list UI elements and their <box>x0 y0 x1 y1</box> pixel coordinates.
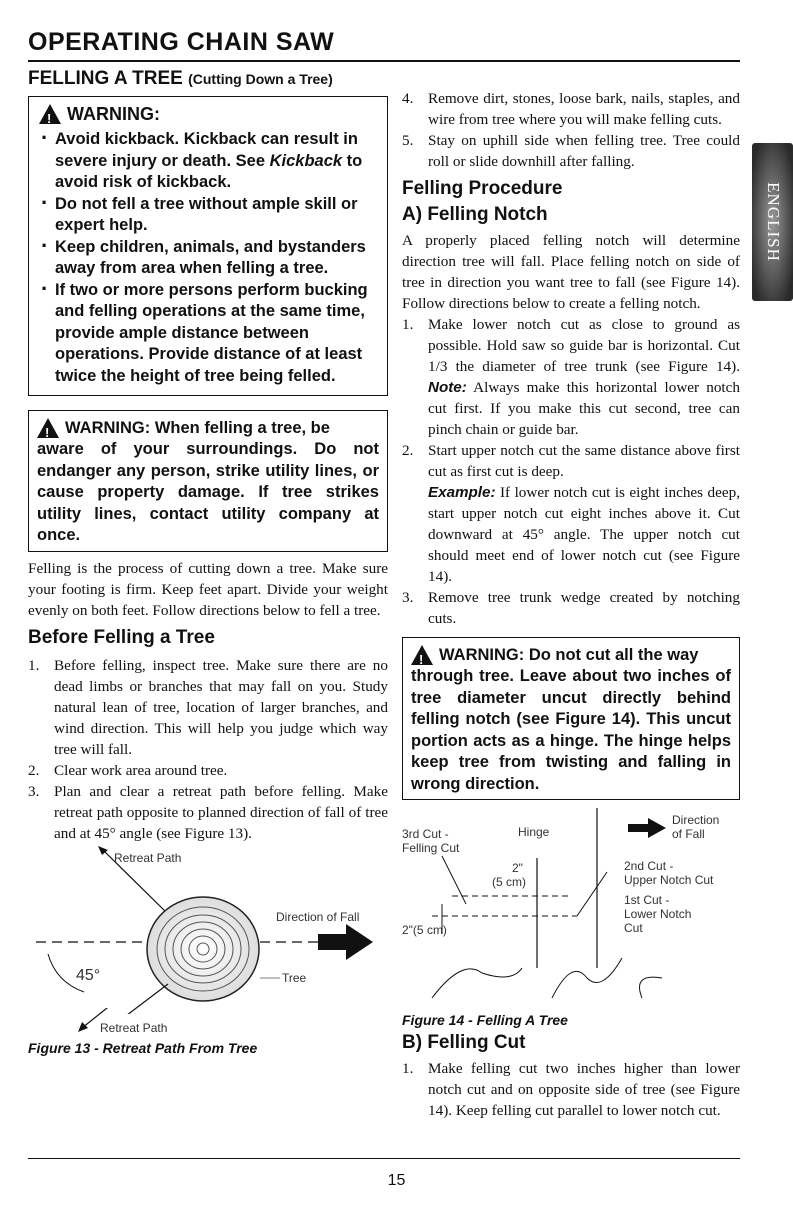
svg-text:Hinge: Hinge <box>518 825 550 839</box>
svg-text:1st Cut -: 1st Cut - <box>624 893 670 907</box>
svg-text:2": 2" <box>512 861 523 875</box>
svg-text:2"(5 cm): 2"(5 cm) <box>402 923 447 937</box>
retreat-path-label-bottom: Retreat Path <box>100 1020 168 1035</box>
figure-14-caption: Figure 14 - Felling A Tree <box>402 1012 568 1028</box>
figure-13-bottom <box>28 1008 388 1038</box>
before-felling-title: Before Felling a Tree <box>28 626 215 648</box>
page-number: 15 <box>387 1172 406 1189</box>
svg-text:2nd Cut -: 2nd Cut - <box>624 859 674 873</box>
svg-text:3rd Cut -: 3rd Cut - <box>402 827 449 841</box>
section-title: FELLING A TREE (Cutting Down a Tree) <box>28 68 333 89</box>
right-column <box>402 88 740 1121</box>
direction-arrow-icon <box>628 818 666 838</box>
direction-label: Direction of Fall <box>276 909 360 924</box>
svg-text:Upper Notch Cut: Upper Notch Cut <box>624 873 714 887</box>
footer-rule <box>28 1158 740 1159</box>
warning-item: · If two or more persons perform bucking and felling operations at the same time, provide ample distance between operations. Provide distance of at least twice the height of tree being felled. <box>39 280 379 388</box>
header-rule <box>28 60 740 62</box>
section-subtitle: (Cutting Down a Tree) <box>188 71 333 87</box>
figure-13-diagram <box>28 844 388 1014</box>
warning-item: · Avoid kickback. Kickback can result in severe injury or death. See Kickback to avoid risk of kickback. <box>39 129 379 194</box>
warning-icon: ! <box>411 645 433 665</box>
warning-icon: ! <box>37 418 59 438</box>
intro-paragraph: Felling is the process of cutting down a tree. Make sure your footing is firm. Keep feet apart. Divide your weight evenly on both feet. Follow directions below to fell a tree. <box>28 559 388 619</box>
notch-intro: A properly placed felling notch will determine direction tree will fall. Place felling notch on side of tree in direction you want tree to fall (see Figure 14). Follow directions below to create a felling notch. <box>402 232 740 312</box>
svg-text:Direction: Direction <box>672 813 720 827</box>
list-item: 2. Clear work area around tree. <box>28 761 228 779</box>
list-item: 1. Make lower notch cut as close to ground as possible. Hold saw so guide bar is horizontal. Cut 1/3 the diameter of tree trunk (see Figure 14). Note: Always make this horizontal lower notch cut first. If you make this cut second, tree can pinch chain or guide bar. <box>402 316 740 438</box>
list-item: 5. Stay on uphill side when felling tree. Tree could roll or slide downhill after falling. <box>402 132 740 170</box>
angle-label: 45° <box>76 966 101 984</box>
figure-14-diagram <box>402 808 740 1008</box>
language-tab-label: ENGLISH <box>764 182 784 262</box>
warning-item: · Keep children, animals, and bystanders away from area when felling a tree. <box>39 237 379 280</box>
list-item: 2. Start upper notch cut the same distance above first cut as first cut is deep. Example: If lower notch cut is eight inches deep, start upper notch cut eight inches above it. Cut downward at 45° angle. The upper notch cut should meet end of lower notch cut (see Figure 14). <box>402 442 740 585</box>
list-item: 3. Plan and clear a retreat path before felling. Make retreat path opposite to planned direction of fall of tree and at 45° angle (see Figure 13). <box>28 782 388 842</box>
tree-stump <box>147 897 259 1001</box>
warning-list <box>39 129 379 387</box>
felling-cut-steps <box>402 1058 740 1121</box>
felling-procedure-title: Felling Procedure <box>402 178 563 199</box>
before-felling-steps <box>28 655 388 844</box>
language-tab <box>752 143 793 301</box>
svg-text:Cut: Cut <box>624 921 643 935</box>
prep-steps <box>402 88 740 172</box>
felling-cut-title: B) Felling Cut <box>402 1032 526 1053</box>
warning-box-3 <box>402 637 740 800</box>
left-column <box>28 64 388 1056</box>
page-title: OPERATING CHAIN SAW <box>28 28 335 56</box>
warning-heading: ! WARNING: <box>39 103 379 125</box>
warning-text: aware of your surroundings. Do not endanger any person, strike utility lines, or cause property damage. If tree strikes utility lines, contact utility company at once. <box>37 440 379 544</box>
notch-steps <box>402 314 740 629</box>
tree-label: Tree <box>282 970 307 985</box>
warning-text: through tree. Leave about two inches of tree diameter uncut directly behind felling notch (see Figure 14). This uncut portion acts as a hinge. The hinge helps keep tree from twisting and falling in wrong direction. <box>411 667 731 793</box>
svg-text:Felling Cut: Felling Cut <box>402 841 460 855</box>
svg-text:(5 cm): (5 cm) <box>492 875 526 889</box>
direction-arrow-icon <box>318 924 373 960</box>
list-item: 4. Remove dirt, stones, loose bark, nails, staples, and wire from tree where you will make felling cuts. <box>402 90 740 128</box>
svg-text:Lower Notch: Lower Notch <box>624 907 692 921</box>
warning-box-1 <box>28 96 388 396</box>
warning-icon: ! <box>39 104 61 124</box>
felling-notch-title: A) Felling Notch <box>402 204 548 225</box>
warning-heading: ! WARNING: Do not cut all the way <box>411 644 731 666</box>
list-item: 1. Before felling, inspect tree. Make sure there are no dead limbs or branches that may fall on you. Study natural lean of tree, location of larger branches, and wind direction. This will help you judge which way tree will fall. <box>28 656 388 758</box>
list-item: 3. Remove tree trunk wedge created by notching cuts. <box>402 589 740 627</box>
warning-box-2 <box>28 410 388 552</box>
svg-text:of Fall: of Fall <box>672 827 705 841</box>
warning-heading: ! WARNING: When felling a tree, be <box>37 417 379 439</box>
list-item: 1. Make felling cut two inches higher than lower notch cut and on opposite side of tree (see Figure 14). Keep felling cut parallel to lower notch cut. <box>402 1060 740 1119</box>
figure-13-caption: Figure 13 - Retreat Path From Tree <box>28 1039 258 1056</box>
retreat-path-label: Retreat Path <box>114 850 182 865</box>
warning-item: · Do not fell a tree without ample skill or expert help. <box>39 194 379 237</box>
